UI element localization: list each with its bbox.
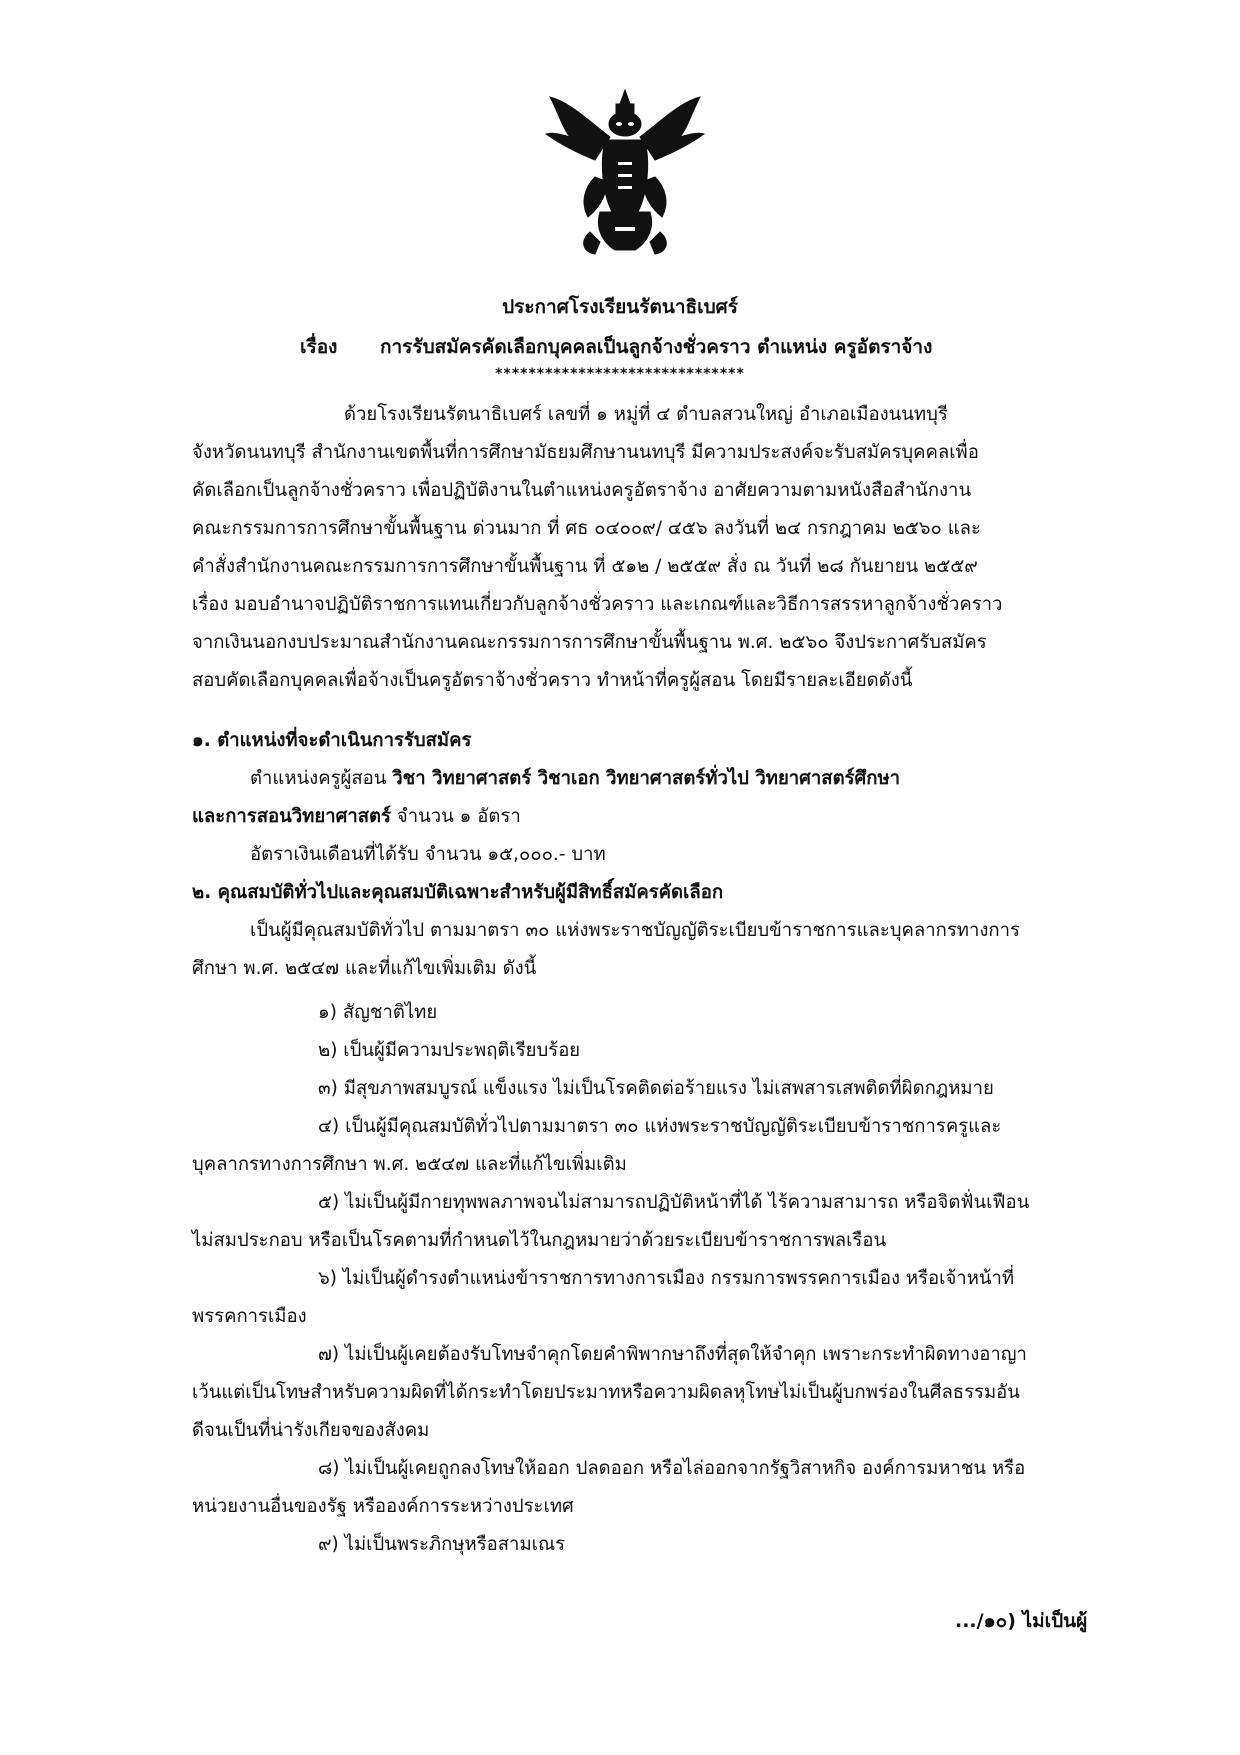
separator-stars: ******************************: [495, 366, 745, 382]
intro-line: ด้วยโรงเรียนรัตนาธิเบศร์ เลขที่ ๑ หมู่ที่ ๔ ตำบลสวนใหญ่ อำเภอเมืองนนทบุรี: [344, 404, 948, 425]
qualification-item-cont: ไม่สมประกอบ หรือเป็นโรคตามที่กำหนดไว้ในกฎหมายว่าด้วยระเบียบข้าราชการพลเรือน: [192, 1230, 887, 1251]
intro-line: เรื่อง มอบอำนาจปฏิบัติราชการแทนเกี่ยวกับลูกจ้างชั่วคราว และเกณฑ์และวิธีการสรรหาลูกจ้างชั่วคราว: [192, 594, 1003, 615]
qualification-item: ๙) ไม่เป็นพระภิกษุหรือสามเณร: [318, 1534, 566, 1555]
position-line-2: [192, 805, 521, 829]
section-2-intro: ศึกษา พ.ศ. ๒๕๔๗ และที่แก้ไขเพิ่มเติม ดังนี้: [192, 958, 537, 979]
intro-line: สอบคัดเลือกบุคคลเพื่อจ้างเป็นครูอัตราจ้างชั่วคราว ทำหน้าที่ครูผู้สอน โดยมีรายละเอียดดังนี้: [192, 670, 913, 691]
intro-line: คำสั่งสำนักงานคณะกรรมการการศึกษาขั้นพื้นฐาน ที่ ๕๑๒ / ๒๕๕๙ สั่ง ณ วันที่ ๒๘ กันยายน ๒๕๕๙: [192, 556, 978, 577]
position-count: จำนวน ๑ อัตรา: [396, 806, 521, 827]
qualification-item-cont: หน่วยงานอื่นของรัฐ หรือองค์การระหว่างประเทศ: [192, 1496, 574, 1517]
qualification-item: ๑) สัญชาติไทย: [318, 1002, 438, 1023]
subject-line: [300, 332, 1020, 362]
salary-line: อัตราเงินเดือนที่ได้รับ จำนวน ๑๕,๐๐๐.- บาท: [250, 844, 606, 865]
qualification-item: ๖) ไม่เป็นผู้ดำรงตำแหน่งข้าราชการทางการเมือง กรรมการพรรคการเมือง หรือเจ้าหน้าที่: [318, 1268, 1015, 1289]
garuda-emblem-icon: [540, 82, 710, 262]
section-2-intro: เป็นผู้มีคุณสมบัติทั่วไป ตามมาตรา ๓๐ แห่งพระราชบัญญัติระเบียบข้าราชการและบุคลากรทางการ: [250, 920, 1020, 941]
qualification-item-cont: เว้นแต่เป็นโทษสำหรับความผิดที่ได้กระทำโดยประมาทหรือความผิดลหุโทษไม่เป็นผู้บกพร่องในศีลธรรมอัน: [192, 1382, 1020, 1403]
section-2-heading: ๒. คุณสมบัติทั่วไปและคุณสมบัติเฉพาะสำหรับผู้มีสิทธิ์สมัครคัดเลือก: [192, 882, 724, 903]
subject-text: การรับสมัครคัดเลือกบุคคลเป็นลูกจ้างชั่วคราว ตำแหน่ง ครูอัตราจ้าง: [380, 336, 933, 358]
qualification-item: ๒) เป็นผู้มีความประพฤติเรียบร้อย: [318, 1040, 581, 1061]
position-prefix: ตำแหน่งครูผู้สอน: [250, 768, 387, 789]
position-line: [250, 767, 900, 791]
qualification-item: ๕) ไม่เป็นผู้มีกายทุพพลภาพจนไม่สามารถปฏิบัติหน้าที่ได้ ไร้ความสามารถ หรือจิตฟั่นเฟือน: [318, 1192, 1030, 1213]
qualification-item: ๗) ไม่เป็นผู้เคยต้องรับโทษจำคุกโดยคำพิพากษาถึงที่สุดให้จำคุก เพราะกระทำผิดทางอาญา: [318, 1344, 1027, 1365]
qualification-item-cont: พรรคการเมือง: [192, 1306, 307, 1327]
qualification-item: ๘) ไม่เป็นผู้เคยถูกลงโทษให้ออก ปลดออก หรือไล่ออกจากรัฐวิสาหกิจ องค์การมหาชน หรือ: [318, 1458, 1026, 1479]
qualification-item-cont: ดีจนเป็นที่น่ารังเกียจของสังคม: [192, 1420, 430, 1441]
qualification-item: ๔) เป็นผู้มีคุณสมบัติทั่วไปตามมาตรา ๓๐ แห่งพระราชบัญญัติระเบียบข้าราชการครูและ: [318, 1116, 1002, 1137]
intro-line: จังหวัดนนทบุรี สำนักงานเขตพื้นที่การศึกษามัธยมศึกษานนทบุรี มีความประสงค์จะรับสมัครบุคคลเพื่อ: [192, 442, 979, 463]
announcement-title: ประกาศโรงเรียนรัตนาธิเบศร์: [502, 296, 738, 318]
section-1-heading: ๑. ตำแหน่งที่จะดำเนินการรับสมัคร: [192, 730, 472, 751]
continued-marker: .../๑๐) ไม่เป็นผู้: [955, 1610, 1088, 1632]
qualification-item-cont: บุคลากรทางการศึกษา พ.ศ. ๒๕๔๗ และที่แก้ไขเพิ่มเติม: [192, 1154, 627, 1175]
intro-line: จากเงินนอกงบประมาณสำนักงานคณะกรรมการการศึกษาขั้นพื้นฐาน พ.ศ. ๒๕๖๐ จึงประกาศรับสมัคร: [192, 632, 987, 653]
intro-line: คัดเลือกเป็นลูกจ้างชั่วคราว เพื่อปฏิบัติงานในตำแหน่งครูอัตราจ้าง อาศัยความตามหนังสือสำนักงาน: [192, 480, 972, 501]
intro-line: คณะกรรมการการศึกษาขั้นพื้นฐาน ด่วนมาก ที่ ศธ ๐๔๐๐๙/ ๔๕๖ ลงวันที่ ๒๔ กรกฎาคม ๒๕๖๐ และ: [192, 518, 981, 539]
position-subject-2: และการสอนวิทยาศาสตร์: [192, 806, 391, 827]
position-subject: วิชา วิทยาศาสตร์ วิชาเอก วิทยาศาสตร์ทั่วไป วิทยาศาสตร์ศึกษา: [392, 768, 901, 789]
qualification-item: ๓) มีสุขภาพสมบูรณ์ แข็งแรง ไม่เป็นโรคติดต่อร้ายแรง ไม่เสพสารเสพติดที่ผิดกฎหมาย: [318, 1078, 994, 1099]
subject-label: เรื่อง: [300, 336, 338, 358]
